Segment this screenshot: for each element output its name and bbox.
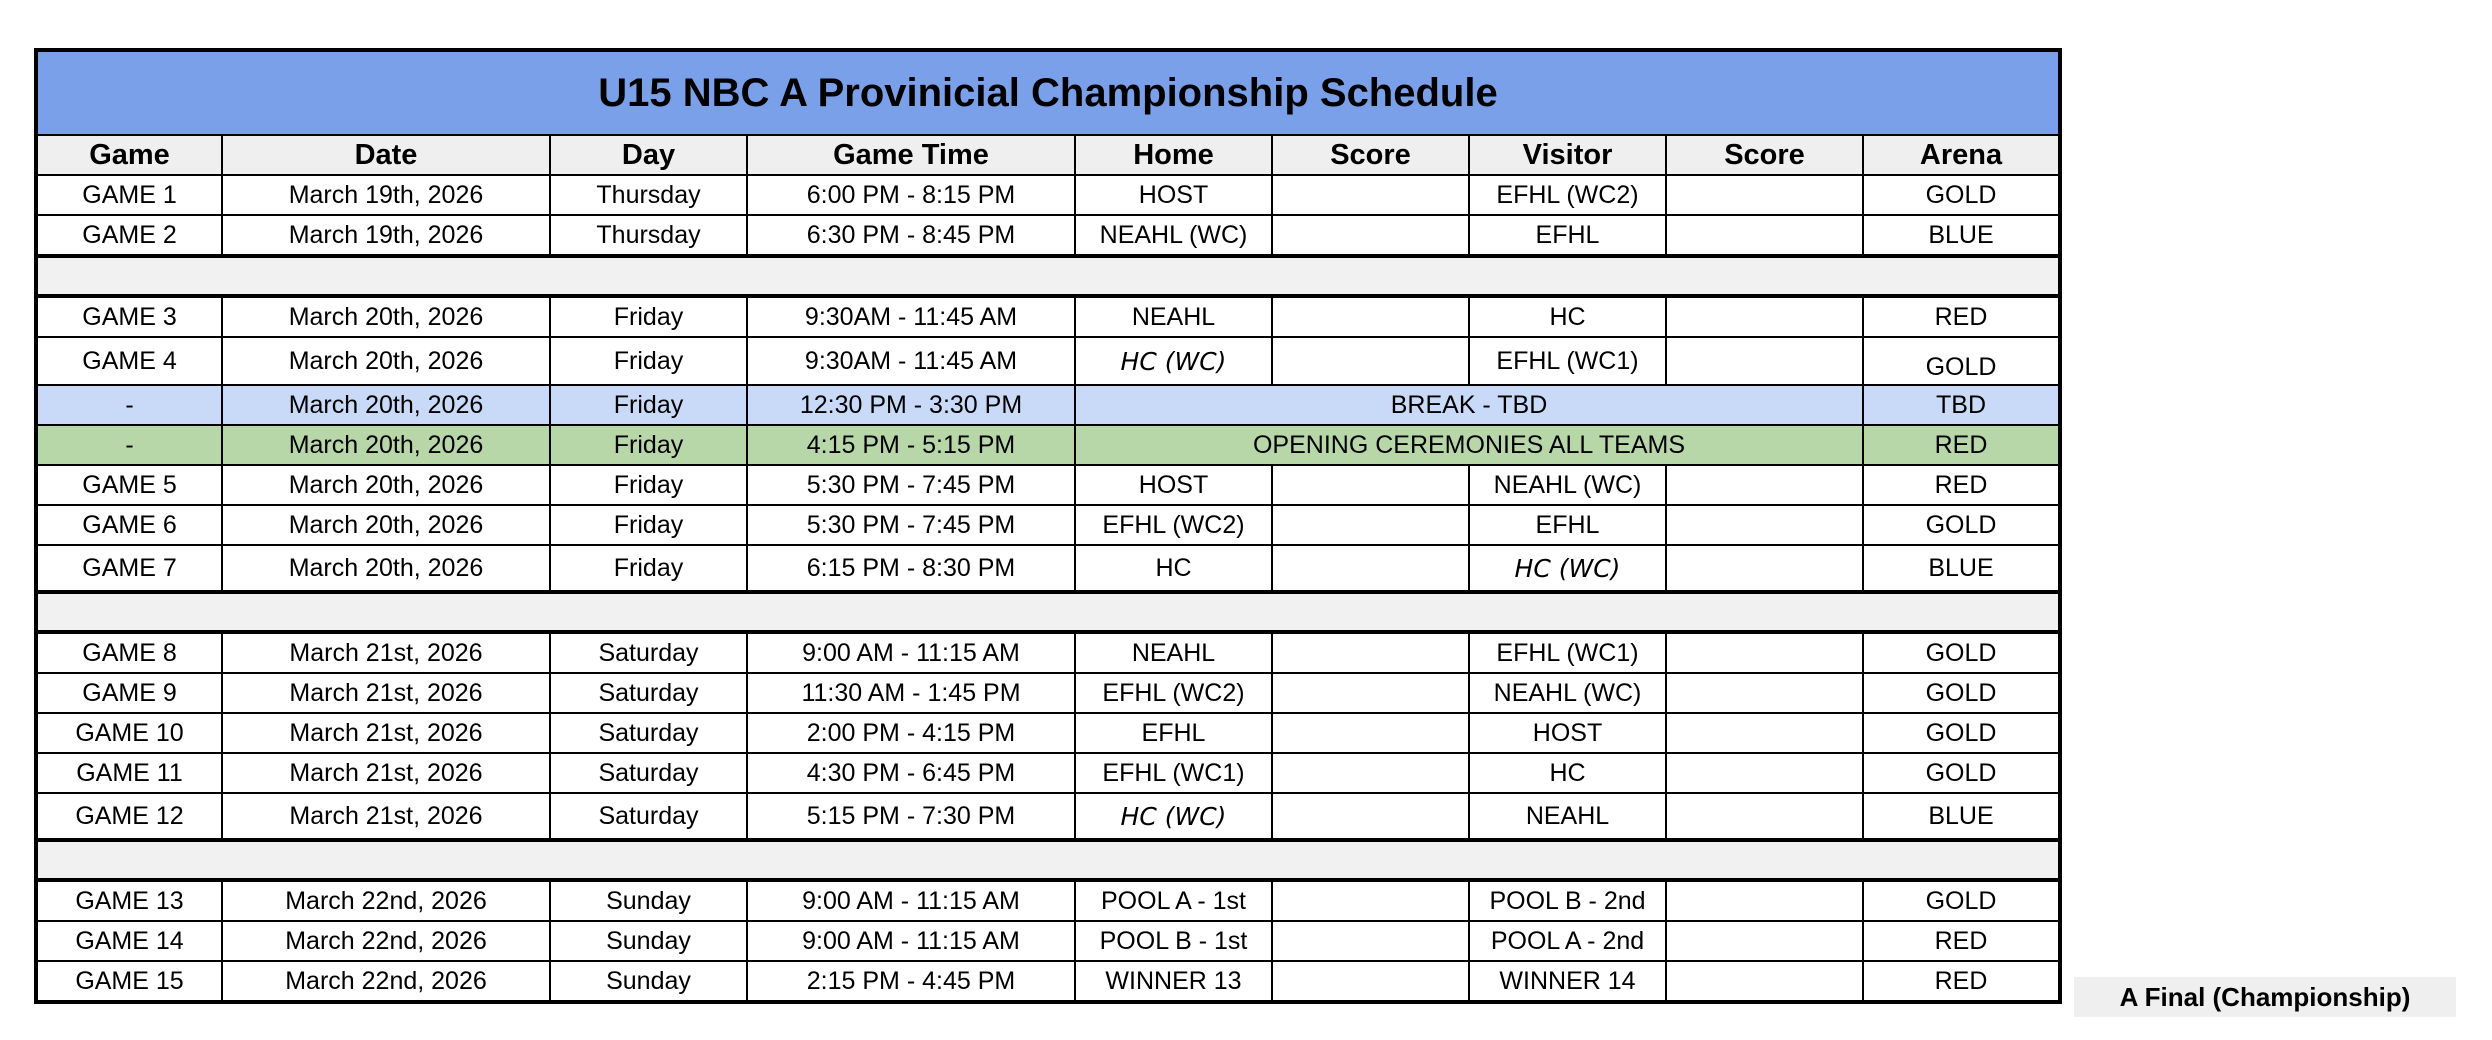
day-cell: Friday [550, 385, 747, 425]
break-row [36, 385, 2060, 425]
visitor-score-cell [1666, 921, 1863, 961]
home-score-cell [1272, 545, 1469, 592]
day-cell: Sunday [550, 961, 747, 1002]
game-cell: GAME 13 [36, 880, 222, 921]
schedule-table [34, 48, 2062, 1004]
date-cell: March 22nd, 2026 [222, 921, 550, 961]
home-score-cell [1272, 961, 1469, 1002]
date-cell: March 21st, 2026 [222, 793, 550, 840]
game-cell: GAME 3 [36, 296, 222, 337]
home-cell: EFHL (WC1) [1075, 753, 1272, 793]
day-cell: Friday [550, 465, 747, 505]
date-cell: March 20th, 2026 [222, 296, 550, 337]
header-home: Home [1075, 135, 1272, 175]
visitor-cell: HC [1469, 753, 1666, 793]
game-cell: GAME 2 [36, 215, 222, 256]
date-cell: March 20th, 2026 [222, 505, 550, 545]
visitor-cell: HOST [1469, 713, 1666, 753]
visitor-score-cell [1666, 713, 1863, 753]
table-row [36, 793, 2060, 840]
date-cell: March 20th, 2026 [222, 425, 550, 465]
day-cell: Saturday [550, 793, 747, 840]
date-cell: March 22nd, 2026 [222, 880, 550, 921]
home-score-cell [1272, 215, 1469, 256]
time-cell: 4:15 PM - 5:15 PM [747, 425, 1075, 465]
header-row [36, 135, 2060, 175]
visitor-score-cell [1666, 632, 1863, 673]
table-row [36, 296, 2060, 337]
day-cell: Saturday [550, 713, 747, 753]
table-row [36, 921, 2060, 961]
header-visitor: Visitor [1469, 135, 1666, 175]
home-cell: NEAHL [1075, 632, 1272, 673]
table-row [36, 753, 2060, 793]
game-cell: GAME 12 [36, 793, 222, 840]
table-row [36, 713, 2060, 753]
day-separator-row [36, 592, 2060, 632]
arena-cell: GOLD [1863, 673, 2060, 713]
game-cell: GAME 4 [36, 337, 222, 385]
home-cell: WINNER 13 [1075, 961, 1272, 1002]
arena-cell: GOLD [1863, 713, 2060, 753]
time-cell: 9:30AM - 11:45 AM [747, 337, 1075, 385]
home-score-cell [1272, 673, 1469, 713]
visitor-score-cell [1666, 296, 1863, 337]
day-cell: Saturday [550, 673, 747, 713]
time-cell: 11:30 AM - 1:45 PM [747, 673, 1075, 713]
table-row [36, 465, 2060, 505]
visitor-score-cell [1666, 175, 1863, 215]
visitor-cell: NEAHL [1469, 793, 1666, 840]
header-day: Day [550, 135, 747, 175]
visitor-score-cell [1666, 505, 1863, 545]
title-row [36, 50, 2060, 135]
home-cell: EFHL [1075, 713, 1272, 753]
day-cell: Saturday [550, 632, 747, 673]
game-cell: GAME 5 [36, 465, 222, 505]
home-cell: HC (WC) [1075, 337, 1272, 385]
day-cell: Friday [550, 296, 747, 337]
day-cell: Saturday [550, 753, 747, 793]
day-cell: Friday [550, 545, 747, 592]
date-cell: March 20th, 2026 [222, 385, 550, 425]
home-cell: HC [1075, 545, 1272, 592]
visitor-score-cell [1666, 673, 1863, 713]
home-score-cell [1272, 921, 1469, 961]
visitor-cell: HC [1469, 296, 1666, 337]
day-separator [36, 592, 2060, 632]
day-cell: Friday [550, 505, 747, 545]
game-cell: - [36, 425, 222, 465]
arena-cell: GOLD [1863, 753, 2060, 793]
day-cell: Thursday [550, 215, 747, 256]
day-separator-row [36, 840, 2060, 880]
arena-cell: GOLD [1863, 505, 2060, 545]
table-row [36, 215, 2060, 256]
date-cell: March 21st, 2026 [222, 753, 550, 793]
date-cell: March 19th, 2026 [222, 215, 550, 256]
date-cell: March 21st, 2026 [222, 713, 550, 753]
header-home-score: Score [1272, 135, 1469, 175]
visitor-cell: POOL A - 2nd [1469, 921, 1666, 961]
arena-cell: RED [1863, 921, 2060, 961]
game-cell: GAME 1 [36, 175, 222, 215]
visitor-cell: EFHL [1469, 505, 1666, 545]
arena-cell: BLUE [1863, 793, 2060, 840]
time-cell: 9:00 AM - 11:15 AM [747, 880, 1075, 921]
table-row [36, 880, 2060, 921]
arena-cell: GOLD [1863, 880, 2060, 921]
date-cell: March 21st, 2026 [222, 673, 550, 713]
date-cell: March 21st, 2026 [222, 632, 550, 673]
game-cell: GAME 9 [36, 673, 222, 713]
final-championship-label: A Final (Championship) [2074, 977, 2456, 1017]
visitor-score-cell [1666, 465, 1863, 505]
date-cell: March 20th, 2026 [222, 545, 550, 592]
game-cell: - [36, 385, 222, 425]
time-cell: 6:30 PM - 8:45 PM [747, 215, 1075, 256]
table-row [36, 505, 2060, 545]
time-cell: 12:30 PM - 3:30 PM [747, 385, 1075, 425]
home-cell: HOST [1075, 175, 1272, 215]
visitor-cell: POOL B - 2nd [1469, 880, 1666, 921]
day-separator-row [36, 256, 2060, 296]
header-game: Game [36, 135, 222, 175]
arena-cell: GOLD [1863, 175, 2060, 215]
arena-cell: GOLD [1863, 632, 2060, 673]
home-score-cell [1272, 505, 1469, 545]
visitor-score-cell [1666, 215, 1863, 256]
table-row [36, 961, 2060, 1002]
date-cell: March 22nd, 2026 [222, 961, 550, 1002]
visitor-cell: EFHL [1469, 215, 1666, 256]
day-cell: Sunday [550, 921, 747, 961]
arena-cell: RED [1863, 465, 2060, 505]
time-cell: 5:30 PM - 7:45 PM [747, 505, 1075, 545]
visitor-score-cell [1666, 793, 1863, 840]
home-cell: NEAHL (WC) [1075, 215, 1272, 256]
visitor-cell: NEAHL (WC) [1469, 673, 1666, 713]
visitor-cell: HC (WC) [1469, 545, 1666, 592]
ceremony-row [36, 425, 2060, 465]
game-cell: GAME 8 [36, 632, 222, 673]
arena-cell: TBD [1863, 385, 2060, 425]
visitor-cell: EFHL (WC1) [1469, 632, 1666, 673]
visitor-cell: EFHL (WC2) [1469, 175, 1666, 215]
time-cell: 5:15 PM - 7:30 PM [747, 793, 1075, 840]
table-row [36, 632, 2060, 673]
header-game-time: Game Time [747, 135, 1075, 175]
event-cell: OPENING CEREMONIES ALL TEAMS [1075, 425, 1863, 465]
day-cell: Thursday [550, 175, 747, 215]
day-separator [36, 256, 2060, 296]
home-score-cell [1272, 753, 1469, 793]
visitor-score-cell [1666, 753, 1863, 793]
home-cell: HOST [1075, 465, 1272, 505]
visitor-score-cell [1666, 880, 1863, 921]
home-cell: HC (WC) [1075, 793, 1272, 840]
home-score-cell [1272, 337, 1469, 385]
header-date: Date [222, 135, 550, 175]
time-cell: 9:30AM - 11:45 AM [747, 296, 1075, 337]
date-cell: March 20th, 2026 [222, 465, 550, 505]
game-cell: GAME 14 [36, 921, 222, 961]
game-cell: GAME 15 [36, 961, 222, 1002]
time-cell: 6:00 PM - 8:15 PM [747, 175, 1075, 215]
date-cell: March 20th, 2026 [222, 337, 550, 385]
home-score-cell [1272, 880, 1469, 921]
event-cell: BREAK - TBD [1075, 385, 1863, 425]
day-separator [36, 840, 2060, 880]
home-cell: NEAHL [1075, 296, 1272, 337]
table-row [36, 337, 2060, 385]
home-score-cell [1272, 175, 1469, 215]
day-cell: Sunday [550, 880, 747, 921]
arena-cell: RED [1863, 961, 2060, 1002]
table-row [36, 673, 2060, 713]
visitor-score-cell [1666, 337, 1863, 385]
header-arena: Arena [1863, 135, 2060, 175]
home-score-cell [1272, 632, 1469, 673]
arena-cell: GOLD [1863, 337, 2060, 385]
arena-cell: RED [1863, 425, 2060, 465]
home-score-cell [1272, 296, 1469, 337]
time-cell: 2:00 PM - 4:15 PM [747, 713, 1075, 753]
game-cell: GAME 10 [36, 713, 222, 753]
home-score-cell [1272, 713, 1469, 753]
arena-cell: RED [1863, 296, 2060, 337]
home-cell: POOL A - 1st [1075, 880, 1272, 921]
date-cell: March 19th, 2026 [222, 175, 550, 215]
time-cell: 6:15 PM - 8:30 PM [747, 545, 1075, 592]
arena-cell: BLUE [1863, 215, 2060, 256]
visitor-cell: WINNER 14 [1469, 961, 1666, 1002]
home-cell: EFHL (WC2) [1075, 673, 1272, 713]
time-cell: 4:30 PM - 6:45 PM [747, 753, 1075, 793]
home-cell: EFHL (WC2) [1075, 505, 1272, 545]
home-score-cell [1272, 465, 1469, 505]
time-cell: 5:30 PM - 7:45 PM [747, 465, 1075, 505]
day-cell: Friday [550, 425, 747, 465]
visitor-score-cell [1666, 961, 1863, 1002]
game-cell: GAME 6 [36, 505, 222, 545]
game-cell: GAME 11 [36, 753, 222, 793]
table-row [36, 175, 2060, 215]
visitor-cell: NEAHL (WC) [1469, 465, 1666, 505]
table-row [36, 545, 2060, 592]
visitor-score-cell [1666, 545, 1863, 592]
home-cell: POOL B - 1st [1075, 921, 1272, 961]
home-score-cell [1272, 793, 1469, 840]
time-cell: 2:15 PM - 4:45 PM [747, 961, 1075, 1002]
arena-cell: BLUE [1863, 545, 2060, 592]
visitor-cell: EFHL (WC1) [1469, 337, 1666, 385]
game-cell: GAME 7 [36, 545, 222, 592]
day-cell: Friday [550, 337, 747, 385]
schedule-title: U15 NBC A Provinicial Championship Schedule [36, 50, 2060, 135]
time-cell: 9:00 AM - 11:15 AM [747, 921, 1075, 961]
time-cell: 9:00 AM - 11:15 AM [747, 632, 1075, 673]
header-visitor-score: Score [1666, 135, 1863, 175]
